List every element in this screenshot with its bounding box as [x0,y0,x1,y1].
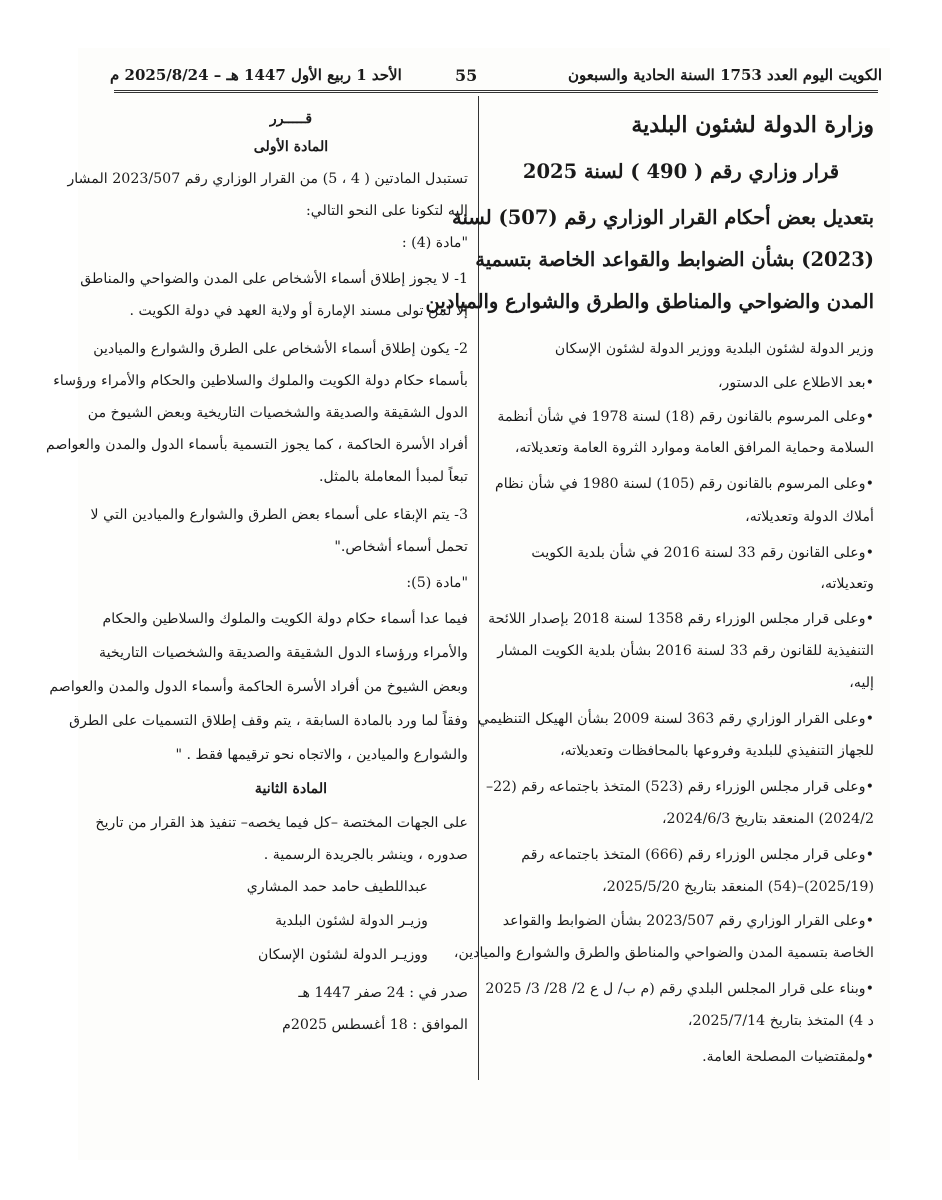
recital-line: • وعلى قرار مجلس الوزراء رقم (666) المتخذ باجتماعه رقم [521,848,874,862]
clause-line: الدول الشقيقة والصديقة والشخصيات التاريخية وبعض الشيوخ من [87,405,468,421]
recital-line: • وعلى المرسوم بالقانون رقم (18) لسنة 1978 في شأن أنظمة [497,410,874,424]
recital-line: 2024/2) المنعقد بتاريخ 2024/6/3، [661,811,874,827]
clause-line: تبعاً لمبدأ المعاملة بالمثل. [319,469,468,485]
clause-line: 3- يتم الإبقاء على أسماء بعض الطرق والشوارع والميادين التي لا [90,507,468,523]
header-rule [114,90,878,93]
recital-line: د 4) المتخذ بتاريخ 2025/7/14، [687,1013,874,1029]
clause-line: إلا لمن تولى مسند الإمارة أو ولاية العهد في دولة الكويت . [129,303,468,319]
decision-title: قرار وزاري رقم ( 490 ) لسنة 2025 [522,160,840,183]
signatory-title: وزيـر الدولة لشئون البلدية [275,913,428,929]
article-heading: المادة الثانية [254,781,328,797]
clause-line: تحمل أسماء أشخاص." [334,539,468,555]
clause-heading: "مادة (4) : [401,235,468,251]
clause-line: وفقاً لما ورد بالمادة السابقة ، يتم وقف إطلاق التسميات على الطرق [69,713,468,729]
recital-line: • وبناء على قرار المجلس البلدي رقم (م ب/ ل ع 2/ 28/ 3/ 2025 [485,982,874,996]
recital-line: السلامة وحماية المرافق العامة وموارد الثروة العامة وتعديلاته، [514,440,874,456]
page-number: 55 [455,66,478,85]
signatory-title: ووزيـر الدولة لشئون الإسكان [257,947,428,963]
recital-line: وتعديلاته، [820,576,874,592]
clause-line: والشوارع والميادين ، والاتجاه نحو ترقيمها فقط . " [175,747,468,763]
clause-line: والأمراء ورؤساء الدول الشقيقة والصديقة والشخصيات التاريخية [99,645,468,661]
intro-line: وزير الدولة لشئون البلدية ووزير الدولة لشئون الإسكان [554,341,874,357]
clause-heading: "مادة (5): [406,575,468,591]
recital-line: (2025/19)–(54) المنعقد بتاريخ 2025/5/20، [602,879,874,895]
header-date: الأحد 1 ربيع الأول 1447 هـ – 2025/8/24 م [110,66,402,84]
recital-line: • وعلى قرار مجلس الوزراء رقم (523) المتخذ باجتماعه رقم (22– [486,780,874,794]
subject-line: (2023) بشأن الضوابط والقواعد الخاصة بتسمية [475,248,874,271]
clause-line: 1- لا يجوز إطلاق أسماء الأشخاص على المدن والضواحي والمناطق [80,271,468,287]
recital-line: • وعلى القرار الوزاري رقم 2023/507 بشأن الضوابط والقواعد [503,914,874,928]
recital-line: للجهاز التنفيذي للبلدية وفروعها بالمحافظات وتعديلاته، [560,743,874,759]
page-header [110,60,882,90]
signatory-name: عبداللطيف حامد حمد المشاري [246,879,428,895]
article-line: على الجهات المختصة –كل فيما يخصه– تنفيذ هذ القرار من تاريخ [95,815,468,831]
recital-line: • وعلى المرسوم بالقانون رقم (105) لسنة 1980 في شأن نظام [495,477,874,491]
recital-line: التنفيذية للقانون رقم 33 لسنة 2016 بشأن بلدية الكويت المشار [497,643,874,659]
recital-line: أملاك الدولة وتعديلاته، [745,509,874,525]
clause-line: 2- يكون إطلاق أسماء الأشخاص على الطرق والشوارع والميادين [93,341,468,357]
issue-date: صدر في : 24 صفر 1447 هـ [298,985,468,1001]
article-heading: المادة الأولى [253,139,329,155]
recital-line: • ولمقتضيات المصلحة العامة. [702,1050,874,1064]
recital-line: • وعلى القانون رقم 33 لسنة 2016 في شأن بلدية الكويت [531,546,874,560]
recital-line: • بعد الاطلاع على الدستور، [718,376,874,390]
article-line: إليه لتكونا على النحو التالي: [305,203,468,219]
subject-line: المدن والضواحي والمناطق والطرق والشوارع والميادين [425,290,874,313]
decided-heading: قـــــرر [269,111,313,127]
header-issue: الكويت اليوم العدد 1753 السنة الحادية والسبعون [567,66,882,84]
article-line: تستبدل المادتين ( 4 ، 5) من القرار الوزاري رقم 2023/507 المشار [67,171,468,187]
recital-line: إليه، [849,675,874,691]
issue-date: الموافق : 18 أغسطس 2025م [282,1017,468,1033]
column-divider [478,96,479,1080]
recital-line: • وعلى القرار الوزاري رقم 363 لسنة 2009 بشأن الهيكل التنظيمي [478,712,874,726]
clause-line: أفراد الأسرة الحاكمة ، كما يجوز التسمية بأسماء الدول والمدن والعواصم [46,437,468,453]
article-line: صدوره ، وينشر بالجريدة الرسمية . [263,847,468,863]
ministry-title: وزارة الدولة لشئون البلدية [631,112,874,138]
recital-line: الخاصة بتسمية المدن والضواحي والمناطق والطرق والشوارع والميادين، [453,945,874,961]
subject-line: بتعديل بعض أحكام القرار الوزاري رقم (507) لسنة [452,206,874,229]
clause-line: وبعض الشيوخ من أفراد الأسرة الحاكمة وأسماء الدول والمدن والعواصم [49,679,468,695]
recital-line: • وعلى قرار مجلس الوزراء رقم 1358 لسنة 2018 بإصدار اللائحة [488,612,874,626]
clause-line: بأسماء حكام دولة الكويت والملوك والسلاطين والحكام والأمراء ورؤساء [53,373,468,389]
clause-line: فيما عدا أسماء حكام دولة الكويت والملوك والسلاطين والحكام [102,611,468,627]
